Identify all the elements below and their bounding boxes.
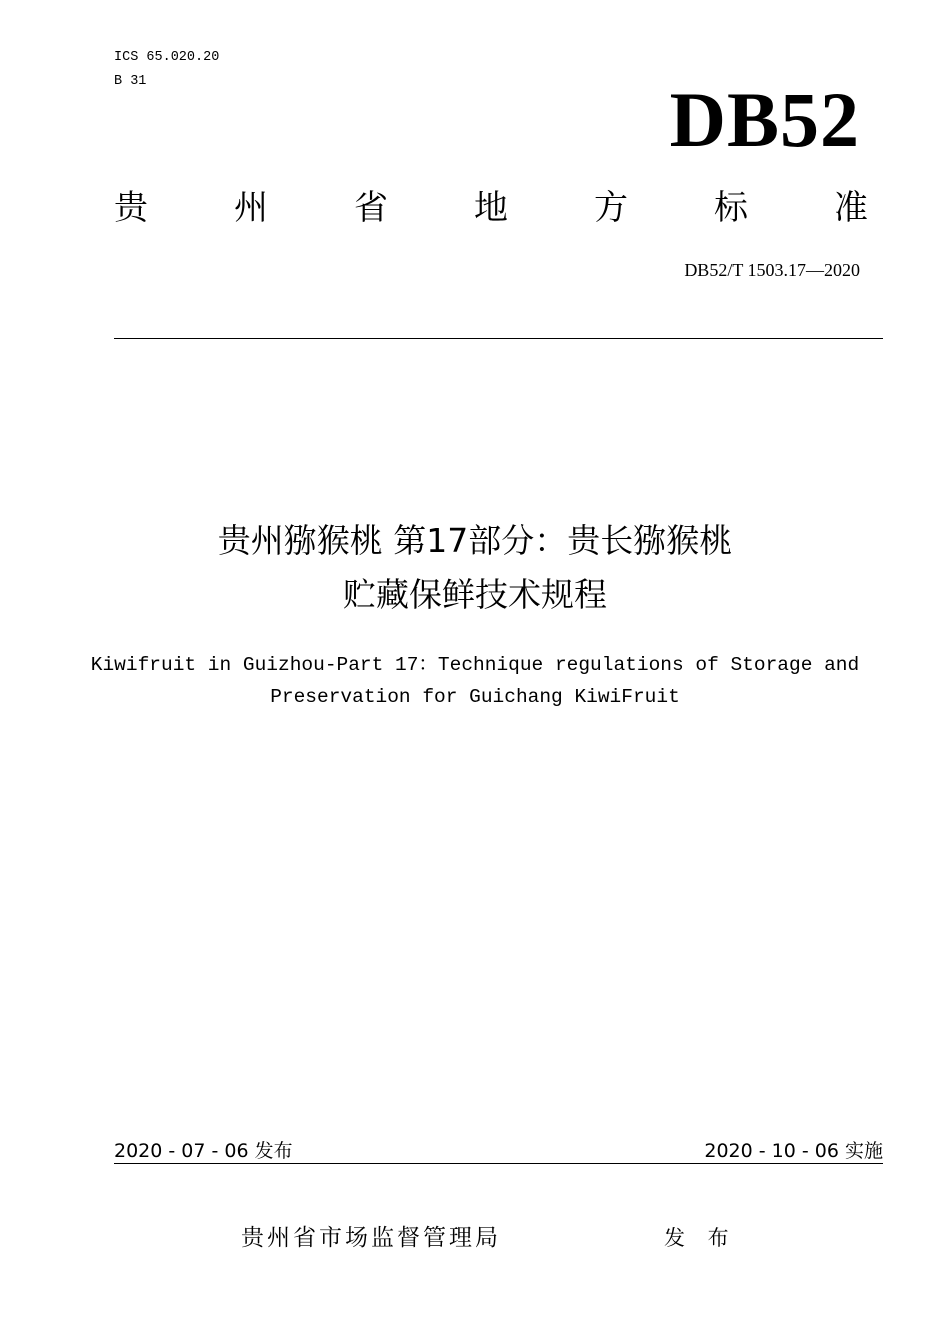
issue-date: 2020 - 07 - 06 发布 bbox=[114, 1140, 293, 1162]
publisher-name: 贵州省市场监督管理局 bbox=[241, 1225, 501, 1251]
english-title-line-1: Kiwifruit in Guizhou-Part 17：Technique regulations of Storage and bbox=[90, 654, 860, 676]
publish-label: 发 布 bbox=[664, 1226, 737, 1250]
standard-type-char: 方 bbox=[594, 188, 628, 228]
chinese-title-line-1: 贵州猕猴桃 第17部分：贵长猕猴桃 bbox=[217, 521, 733, 560]
implement-date: 2020 - 10 - 06 实施 bbox=[704, 1140, 883, 1162]
standard-type-char: 标 bbox=[714, 188, 748, 228]
standard-type-char: 州 bbox=[234, 188, 268, 228]
standard-type-char: 准 bbox=[834, 188, 868, 228]
standard-logo: DB52 bbox=[669, 76, 860, 163]
standard-number: DB52/T 1503.17—2020 bbox=[684, 260, 860, 280]
standard-type-char: 地 bbox=[474, 188, 508, 228]
standard-type-char: 省 bbox=[354, 188, 388, 228]
ccs-code: B 31 bbox=[114, 74, 147, 89]
header-divider bbox=[114, 338, 883, 339]
footer-divider bbox=[114, 1163, 883, 1164]
standard-type-heading bbox=[114, 186, 868, 230]
chinese-title-line-2: 贮藏保鲜技术规程 bbox=[343, 575, 607, 614]
ics-code: ICS 65.020.20 bbox=[114, 50, 220, 65]
standard-type-char: 贵 bbox=[114, 188, 148, 228]
english-title-line-2: Preservation for Guichang KiwiFruit bbox=[270, 686, 680, 708]
